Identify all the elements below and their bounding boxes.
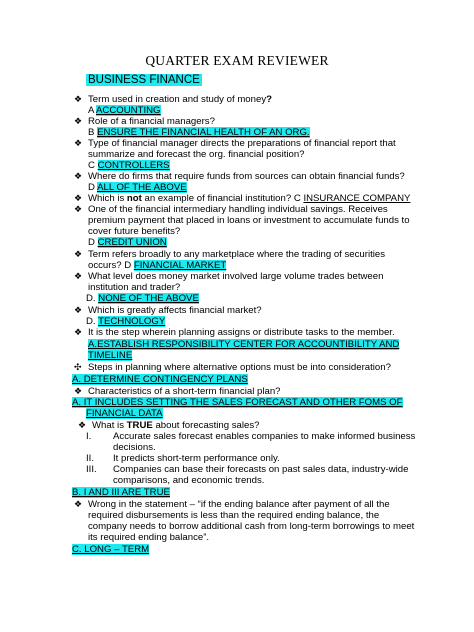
bullet-icon: ❖	[74, 171, 83, 181]
question-14-line-3: company needs to borrow additional cash from long-term borrowings to meet	[88, 521, 415, 532]
answer-12-line-2: FINANCIAL DATA	[86, 408, 163, 419]
question-14-line-4: its required ending balance”.	[88, 532, 210, 543]
question-10: It is the step wherein planning assigns or distribute tasks to the member.	[88, 327, 395, 338]
answer-10-line-2: TIMELINE	[88, 350, 133, 361]
answer-3: C CONTROLLERS	[88, 160, 170, 171]
question-6-line-2: premium payment that placed in loans or investment to accumulate funds to	[88, 215, 410, 226]
bullet-icon: ❖	[74, 94, 83, 104]
statement-1-line-1: Accurate sales forecast enables companies to make informed business	[113, 431, 416, 442]
answer-4: D ALL OF THE ABOVE	[88, 182, 187, 193]
bullet-icon: ❖	[74, 499, 83, 509]
question-3-line-1: Type of financial manager directs the preparations of financial report that	[88, 138, 396, 149]
roman-numeral: II.	[86, 453, 94, 464]
roman-numeral: I.	[86, 431, 92, 442]
question-13: What is TRUE about forecasting sales?	[92, 420, 260, 431]
answer-6: D CREDIT UNION	[88, 237, 167, 248]
answer-13: B. I AND III ARE TRUE	[72, 487, 170, 498]
question-4: Where do firms that require funds from sources can obtain financial funds?	[88, 171, 405, 182]
answer-12-line-1: A. IT INCLUDES SETTING THE SALES FORECAST AND OTHER FOMS OF	[72, 397, 403, 408]
statement-2: It predicts short-term performance only.	[113, 453, 280, 464]
section-heading: BUSINESS FINANCE	[88, 74, 200, 86]
answer-2: B ENSURE THE FINANCIAL HEALTH OF AN ORG.	[88, 127, 310, 138]
question-3-line-2: summarize and forecast the org. financial position?	[88, 149, 305, 160]
bullet-icon: ❖	[74, 327, 83, 337]
answer-9: D. TECHNOLOGY	[86, 316, 166, 327]
question-11: Steps in planning where alternative options must be into consideration?	[88, 362, 391, 373]
question-6-line-3: cover future benefits?	[88, 226, 181, 237]
question-8-line-1: What level does money market involved large volume trades between	[88, 271, 384, 282]
statement-3-line-1: Companies can base their forecasts on past sales data, industry-wide	[113, 464, 409, 475]
question-7-line-1: Term refers broadly to any marketplace where the trading of securities	[88, 249, 386, 260]
answer-11: A. DETERMINE CONTINGENCY PLANS	[72, 374, 248, 385]
answer-10-line-1: A.ESTABLISH RESPONSIBILITY CENTER FOR ACCOUNTIBILITY AND	[88, 339, 400, 350]
question-6-line-1: One of the financial intermediary handling individual savings. Receives	[88, 204, 388, 215]
question-12: Characteristics of a short-term financial plan?	[88, 386, 281, 397]
document-title: QUARTER EXAM REVIEWER	[145, 53, 329, 68]
question-14-line-1: Wrong in the statement – “if the ending balance after payment of all the	[88, 499, 390, 510]
answer-8: D. NONE OF THE ABOVE	[86, 293, 199, 304]
bullet-icon: ❖	[74, 249, 83, 259]
answer-14: C. LONG – TERM	[72, 544, 150, 555]
bullet-icon: ❖	[78, 420, 87, 430]
question-9: Which is greatly affects financial market?	[88, 305, 262, 316]
answer-1: A ACCOUNTING	[88, 105, 161, 116]
question-7-line-2: occurs? D FINANCIAL MARKET	[88, 260, 227, 271]
bullet-icon: ❖	[74, 193, 83, 203]
question-8-line-2: institution and trader?	[88, 282, 181, 293]
question-1: Term used in creation and study of money?	[88, 94, 272, 105]
bullet-icon: ❖	[74, 305, 83, 315]
statement-1-line-2: decisions.	[113, 442, 156, 453]
bullet-icon: ❖	[74, 386, 83, 396]
question-14-line-2: required disbursements is less than the required ending balance, the	[88, 510, 380, 521]
bullet-icon: ❖	[74, 204, 83, 214]
question-5: Which is not an example of financial institution? C INSURANCE COMPANY	[88, 193, 411, 204]
bullet-icon: ❖	[74, 138, 83, 148]
roman-numeral: III.	[86, 464, 97, 475]
question-2: Role of a financial managers?	[88, 116, 215, 127]
bullet-icon: ❖	[74, 271, 83, 281]
bullet-icon: ❖	[74, 116, 83, 126]
statement-3-line-2: comparisons, and economic trends.	[113, 475, 265, 486]
star-bullet-icon: ✣	[74, 362, 82, 372]
